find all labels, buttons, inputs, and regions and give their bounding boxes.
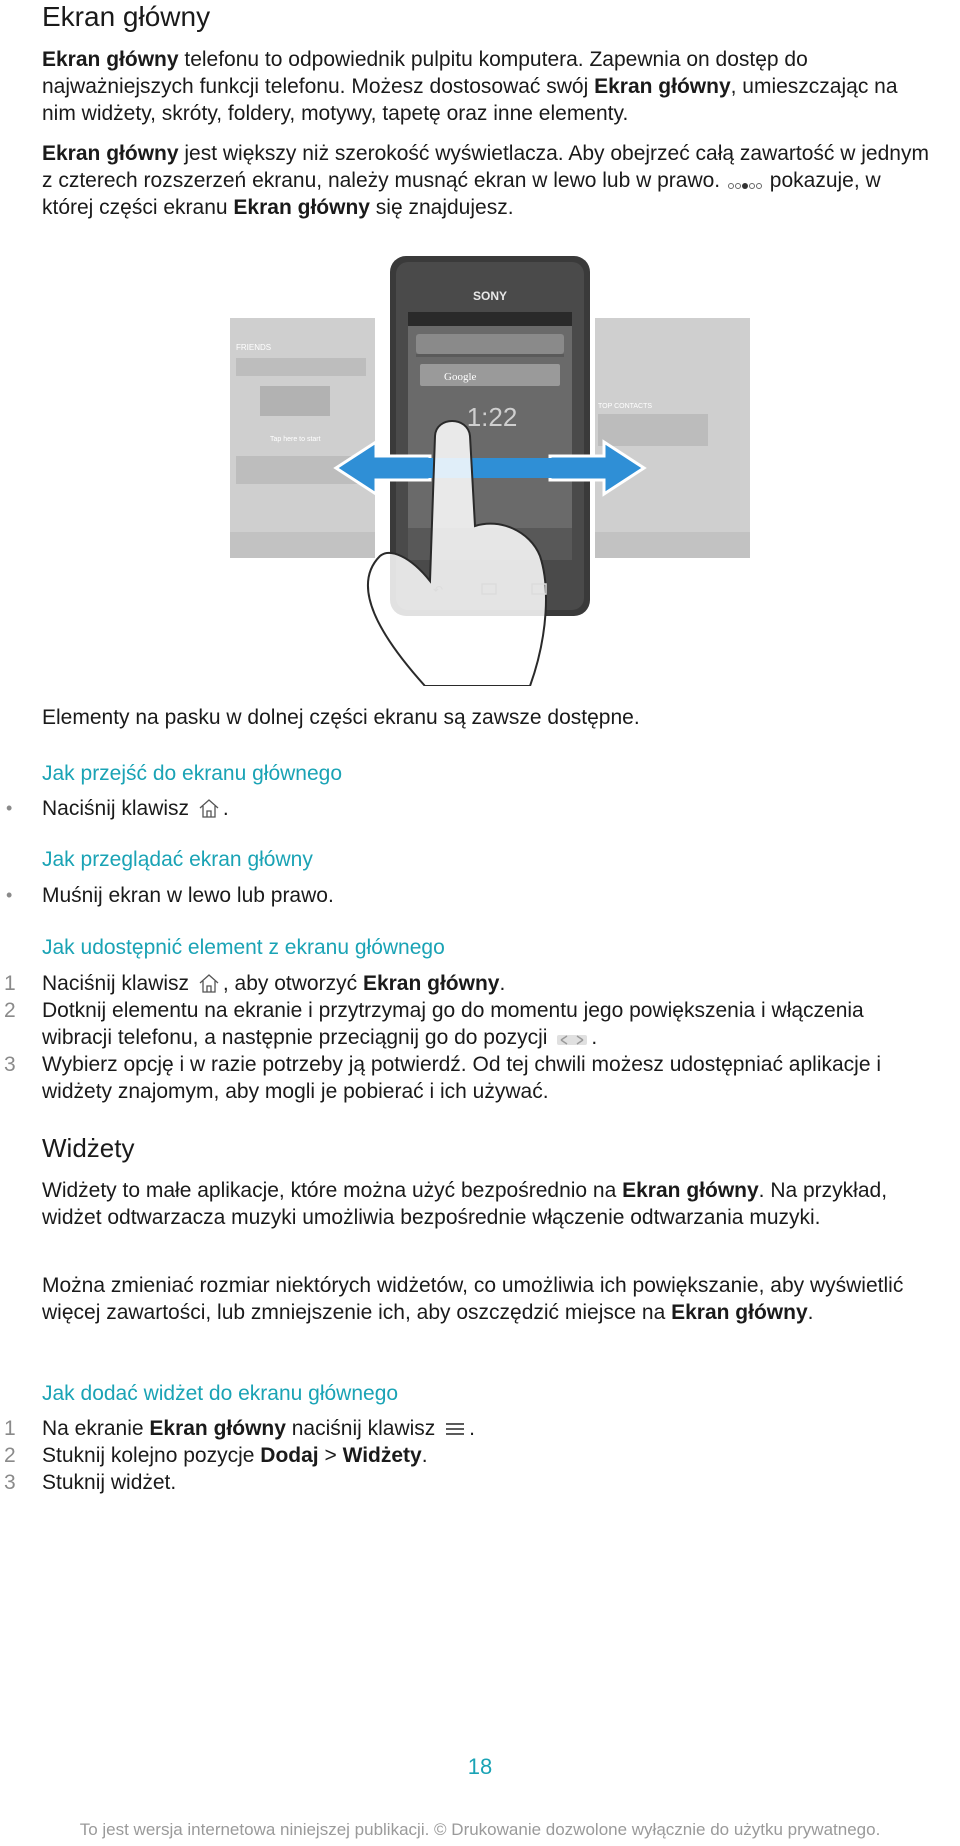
bold-term: Ekran główny <box>42 48 179 71</box>
menu-key-icon <box>443 1419 467 1439</box>
intro-paragraph <box>42 46 932 127</box>
section-title-share-item: Jak udostępnić element z ekranu głównego <box>42 936 445 959</box>
step-number: 1 <box>4 1417 16 1440</box>
section-title-go-home: Jak przejść do ekranu głównego <box>42 762 343 785</box>
phone-brand: SONY <box>472 289 508 303</box>
widget-resize-paragraph <box>42 1272 932 1326</box>
step-item: Stuknij widżet. <box>42 1471 177 1494</box>
right-screen-title: TOP CONTACTS <box>598 403 653 410</box>
bold-term: Widżety <box>342 1444 422 1467</box>
step-item: Wybierz opcję i w razie potrzeby ją potwierdź. Od tej chwili możesz udostępniać aplikacje i widżety znajomym, aby mogli je pobierać i ich używać. <box>42 1053 882 1103</box>
bullet-marker: • <box>6 798 13 818</box>
bold-term: Ekran główny <box>233 196 370 219</box>
footer-notice: To jest wersja internetowa niniejszej publikacji. © Drukowanie dozwolone wyłącznie do użytku prywatnego. <box>79 1820 881 1839</box>
home-key-icon <box>197 972 221 994</box>
section-heading-widgets: Widżety <box>42 1133 135 1163</box>
bold-term: Ekran główny <box>594 75 731 98</box>
step-number: 2 <box>4 999 16 1022</box>
bullet-marker: • <box>6 885 13 905</box>
bottom-bar-note: Elementy na pasku w dolnej części ekranu są zawsze dostępne. <box>42 706 640 729</box>
text-run: . <box>499 972 506 995</box>
text-run: Naciśnij klawisz <box>42 797 195 820</box>
text-run: telefonu to odpowiednik pulpitu komputera. Zapewnia on dostęp do najważniejszych funkcji telefonu. Możesz dostosować swój <box>42 48 808 98</box>
text-run: pokazuje, w której części ekranu <box>42 169 881 219</box>
step-item <box>42 970 922 997</box>
step-number: 3 <box>4 1053 16 1076</box>
clock-text: 1:22 <box>466 402 518 432</box>
text-run: Dotknij elementu na ekranie i przytrzymaj go do momentu jego powiększenia i włączenia wibracji telefonu, a następnie przeciągnij go do pozycji <box>42 999 864 1049</box>
text-run: Widżety to małe aplikacje, które można użyć bezpośrednio na <box>42 1179 623 1202</box>
page-title: Ekran główny <box>42 1 211 32</box>
text-run: Stuknij kolejno pozycje <box>42 1444 261 1467</box>
text-run: . <box>421 1444 428 1467</box>
list-item <box>42 795 922 822</box>
page-number: 18 <box>467 1754 493 1779</box>
step-item <box>42 1442 922 1469</box>
text-run: . <box>469 1417 475 1440</box>
text-run: się znajdujesz. <box>369 196 514 219</box>
bold-term: Ekran główny <box>671 1301 808 1324</box>
section-title-add-widget: Jak dodać widżet do ekranu głównego <box>42 1382 399 1405</box>
text-run: , umieszczając na nim widżety, skróty, foldery, motywy, tapetę oraz inne elementy. <box>42 75 898 125</box>
page-indicator-dots-icon <box>728 181 762 191</box>
left-tap-label: Tap here to start <box>270 436 321 443</box>
widgets-paragraph <box>42 1177 932 1231</box>
share-target-icon <box>555 1032 589 1048</box>
homescreen-swipe-illustration <box>230 256 750 686</box>
text-run: . <box>222 797 229 820</box>
step-number: 2 <box>4 1444 16 1467</box>
bold-term: Ekran główny <box>149 1417 286 1440</box>
extension-paragraph <box>42 140 932 221</box>
step-item <box>42 997 922 1051</box>
list-item: Muśnij ekran w lewo lub prawo. <box>42 884 334 907</box>
text-run: . <box>807 1301 814 1324</box>
bold-term: Ekran główny <box>622 1179 759 1202</box>
text-run: , aby otworzyć <box>222 972 363 995</box>
text-run: Można zmieniać rozmiar niektórych widżetów, co umożliwia ich powiększanie, aby wyświetlić więcej zawartości, lub zmniejszenie ich, aby oszczędzić miejsce na <box>42 1274 904 1324</box>
step-item <box>42 1415 922 1442</box>
step-number: 1 <box>4 972 16 995</box>
text-run: . Na przykład, widżet odtwarzacza muzyki umożliwia bezpośrednie włączenie odtwarzania muzyki. <box>42 1179 888 1229</box>
bold-term: Ekran główny <box>362 972 500 995</box>
home-key-icon <box>197 797 221 819</box>
text-run: Na ekranie <box>42 1417 150 1440</box>
text-run: . <box>591 1026 598 1049</box>
bold-term: Ekran główny <box>42 142 179 165</box>
bold-term: Dodaj <box>260 1444 319 1467</box>
svg-text:↶: ↶ <box>433 583 444 597</box>
text-run: jest większy niż szerokość wyświetlacza. Aby obejrzeć całą zawartość w jednym z czterech rozszerzeń ekranu, należy musnąć ekran w lewo lub w prawo. <box>42 142 929 192</box>
text-run: naciśnij klawisz <box>285 1417 442 1440</box>
search-bar <box>420 364 560 386</box>
text-run: Naciśnij klawisz <box>42 972 195 995</box>
search-label: Google <box>444 371 477 383</box>
left-screen-title: FRIENDS <box>236 343 272 352</box>
section-title-browse-home: Jak przeglądać ekran główny <box>42 848 313 871</box>
text-run: > <box>318 1444 343 1467</box>
step-number: 3 <box>4 1471 16 1494</box>
